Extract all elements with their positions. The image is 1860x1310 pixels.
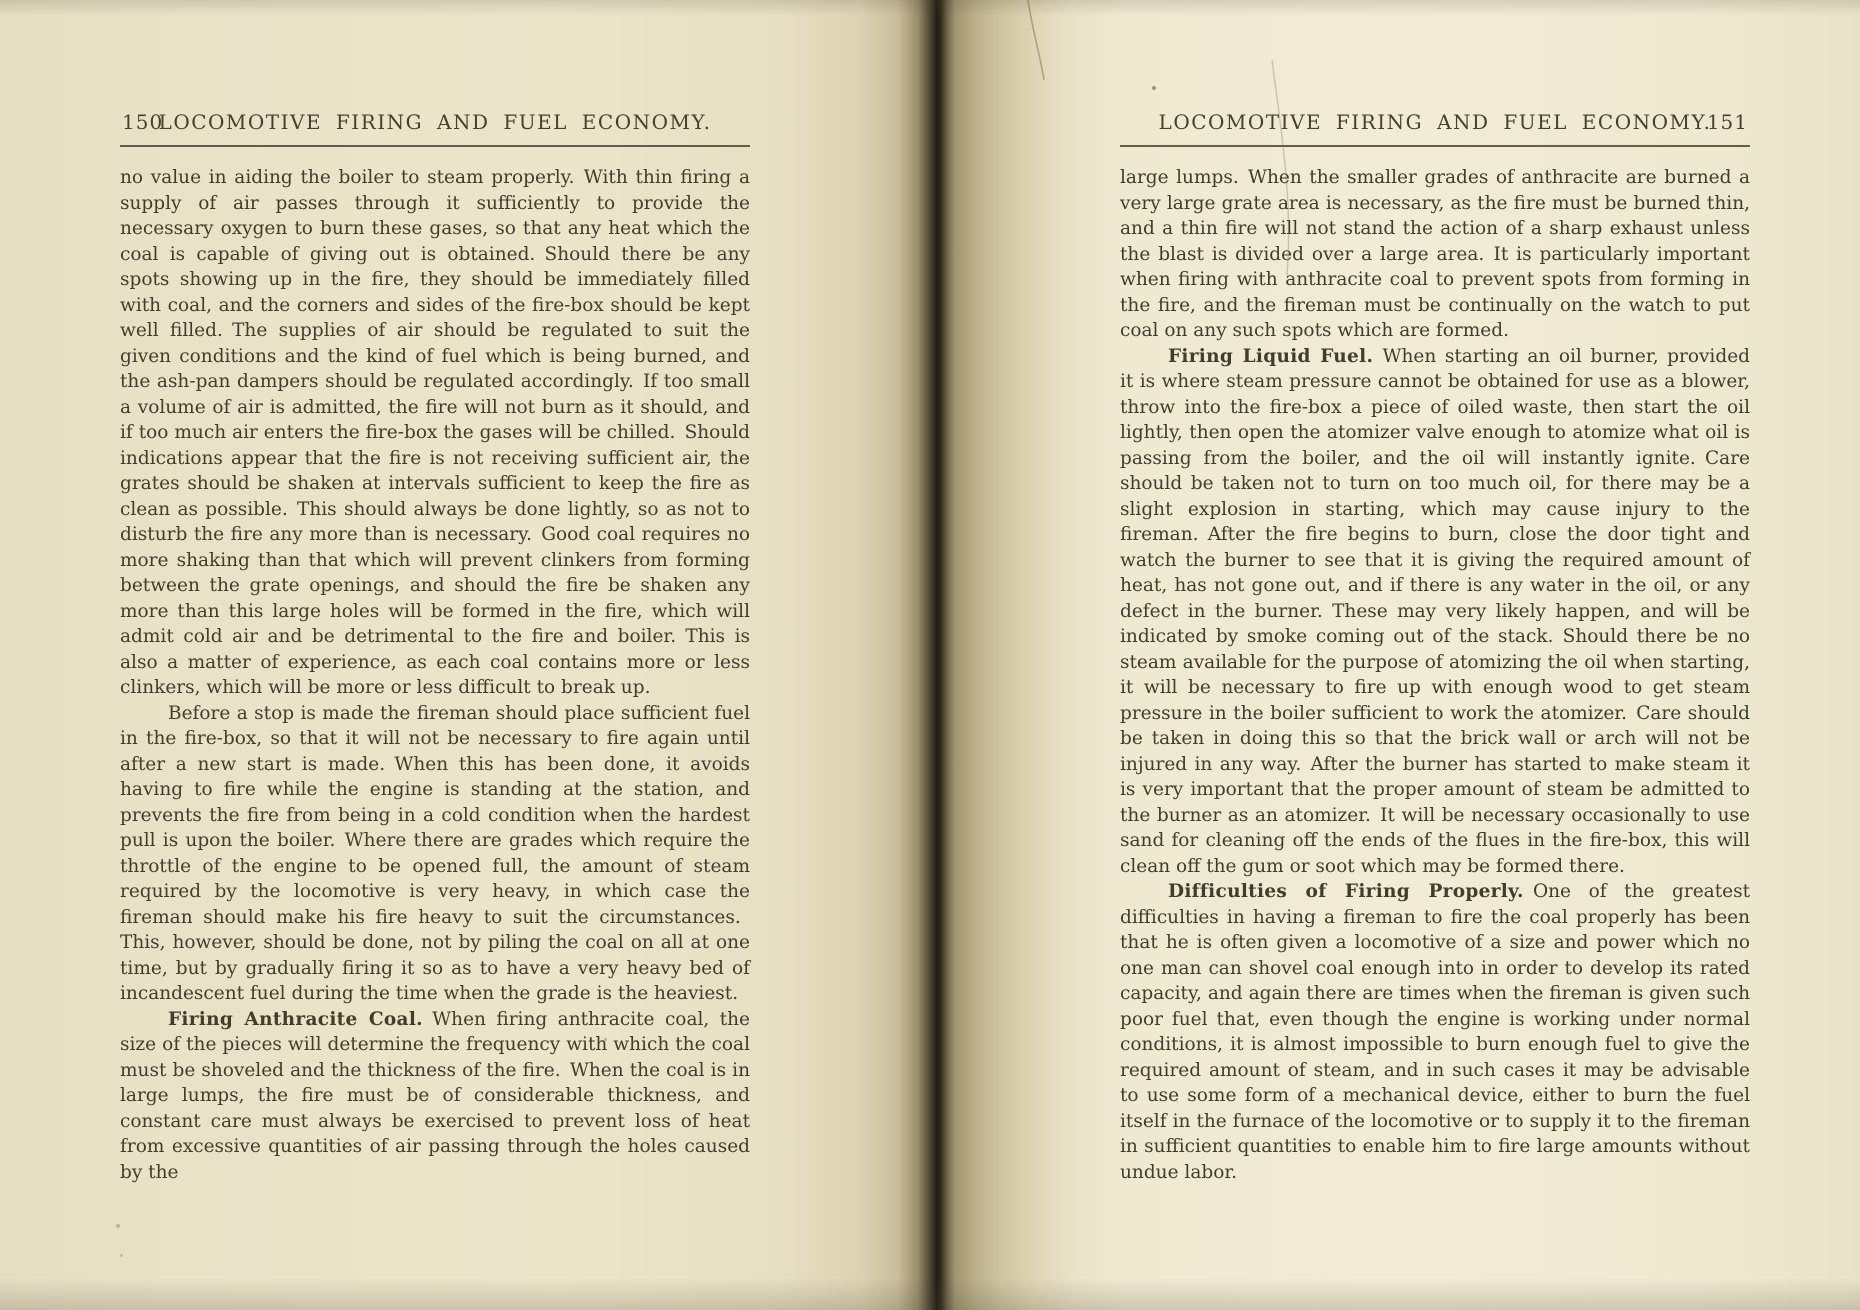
left-page-body (120, 165, 750, 1185)
paragraph: large lumps. When the smaller grades of anthracite are burned a very large grate area is necessary, as the fire must be burned thin, and a thin fire will not stand the action of a sharp exhaust unless the blast is divided over a large area. It is particularly important when firing with anthracite coal to prevent spots from forming in the fire, and the fireman must be continually on the watch to put coal on any such spots which are formed. (1120, 167, 1750, 341)
paragraph: no value in aiding the boiler to steam properly. With thin firing a supply of air passes through it sufficiently to provide the necessary oxygen to burn these gases, so that any heat which the coal is capable of giving out is obtained. Should there be any spots showing up in the fire, they should be immediately filled with coal, and the corners and sides of the fire-box should be kept well filled. The supplies of air should be regulated to suit the given conditions and the kind of fuel which is being burned, and the ash-pan dampers should be regulated accordingly. If too small a volume of air is admitted, the fire will not burn as it should, and if too much air enters the fire-box the gases will be chilled. Should indications appear that the fire is not receiving sufficient air, the grates should be shaken at intervals sufficient to keep the fire as clean as possible. This should always be done lightly, so as not to disturb the fire any more than is necessary. Good coal requires no more shaking than that which will prevent clinkers from forming between the grate openings, and should the fire be shaken any more than this large holes will be formed in the fire, which will admit cold air and be detrimental to the fire and boiler. This is also a matter of experience, as each coal contains more or less clinkers, which will be more or less difficult to break up. (120, 167, 750, 698)
right-running-title: LOCOMOTIVE FIRING AND FUEL ECONOMY. (1158, 110, 1712, 134)
paper-speck (604, 1038, 607, 1041)
paragraph: Firing Liquid Fuel. When starting an oil burner, provided it is where steam pressure cannot be obtained for use as a blower, throw into the fire-box a piece of oiled waste, then start the oil lightly, then open the atomizer valve enough to atomize what oil is passing from the boiler, and the oil will instantly ignite. Care should be taken not to turn on too much oil, for there may be a slight explosion in starting, which may cause injury to the fireman. After the fire begins to burn, close the door tight and watch the burner to see that it is giving the required amount of heat, has not gone out, and if there is any water in the oil, or any defect in the burner. These may very likely happen, and will be indicated by smoke coming out of the stack. Should there be no steam available for the purpose of atomizing the oil when starting, it will be necessary to fire up with enough wood to get steam pressure in the boiler sufficient to work the atomizer. Care should be taken in doing this so that the brick wall or arch will not be injured in any way. After the burner has started to make steam it is very important that the proper amount of steam be admitted to the burner as an atomizer. It will be necessary occasionally to use sand for cleaning off the ends of the flues in the fire-box, this will clean off the gum or soot which may be formed there. (1120, 345, 1750, 877)
right-page-header (1120, 110, 1750, 138)
paragraph: Firing Anthracite Coal. When firing anthracite coal, the size of the pieces will determine the frequency with which the coal must be shoveled and the thickness of the fire. When the coal is in large lumps, the fire must be of considerable thickness, and constant care must always be exercised to prevent loss of heat from excessive quantities of air passing through the holes caused by the (120, 1008, 751, 1183)
right-header-rule (1120, 145, 1750, 147)
left-header-rule (120, 145, 750, 147)
paragraph-heading: Difficulties of Firing Properly. (1168, 881, 1524, 902)
left-page-number: 150 (122, 110, 164, 134)
left-page-header (120, 110, 750, 138)
paper-speck (120, 1254, 123, 1257)
page-150 (120, 110, 750, 1185)
right-page-number: 151 (1706, 110, 1748, 134)
paper-speck (1152, 86, 1156, 90)
left-running-title: LOCOMOTIVE FIRING AND FUEL ECONOMY. (158, 110, 712, 134)
paragraph: Before a stop is made the fireman should place sufficient fuel in the fire-box, so that it will not be necessary to fire again until after a new start is made. When this has been done, it avoids having to fire while the engine is standing at the station, and prevents the fire from being in a cold condition when the hardest pull is upon the boiler. Where there are grades which require the throttle of the engine to be opened full, the amount of steam required by the locomotive is very heavy, in which case the fireman should make his fire heavy to suit the circumstances. This, however, should be done, not by piling the coal on all at one time, but by gradually firing it so as to have a very heavy bed of incandescent fuel during the time when the grade is the heaviest. (120, 702, 750, 1004)
paragraph: Difficulties of Firing Properly. One of the greatest difficulties in having a fireman to fire the coal properly has been that he is often given a locomotive of a size and power which no one man can shovel coal enough into in order to develop its rated capacity, and again there are times when the fireman is given such poor fuel that, even though the engine is working under normal conditions, it is almost impossible to burn enough fuel to give the required amount of steam, and in such cases it may be advisable to use some form of a mechanical device, either to burn the fuel itself in the furnace of the locomotive or to supply it to the fireman in sufficient quantities to enable him to fire large amounts without undue labor. (1120, 881, 1750, 1183)
paragraph-heading: Firing Anthracite Coal. (168, 1008, 423, 1030)
paper-speck (554, 230, 557, 233)
page-151 (1120, 110, 1750, 1185)
right-page-body (1120, 165, 1750, 1185)
paper-speck (116, 1224, 120, 1228)
paragraph-heading: Firing Liquid Fuel. (1168, 345, 1374, 367)
